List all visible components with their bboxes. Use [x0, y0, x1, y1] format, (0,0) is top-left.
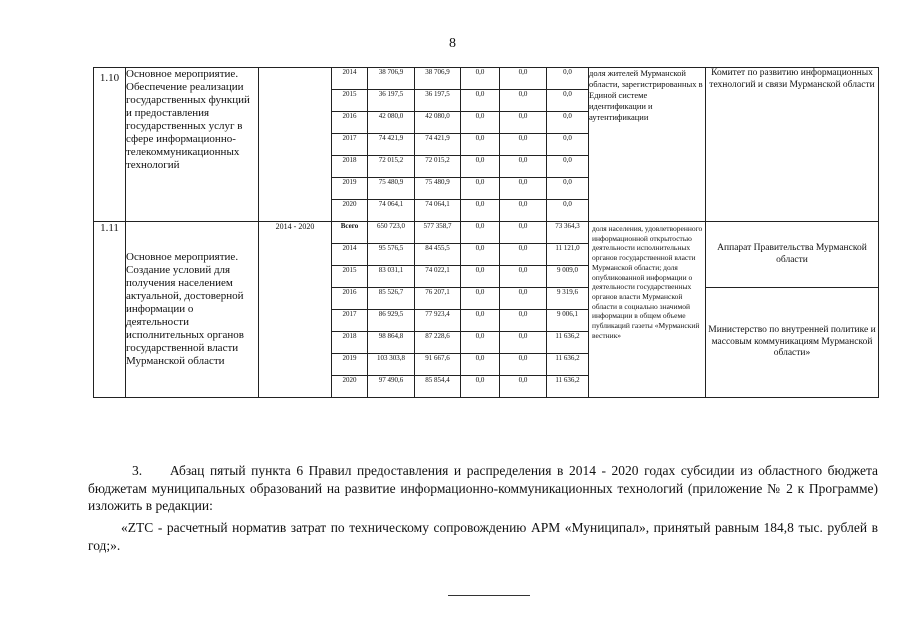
funding-value: 9 319,6: [547, 288, 589, 310]
funding-value: 0,0: [461, 68, 500, 90]
year-cell: 2016: [332, 112, 368, 134]
funding-value: 0,0: [461, 310, 500, 332]
funding-value: 74 421,9: [368, 134, 415, 156]
paragraph-text: Абзац пятый пункта 6 Правил предоставления и распределения в 2014 - 2020 годах субсидии из областного бюджета бюджетам муниципальных образований на развитие информационно-коммуникационных технологий (приложение № 2 к Программе) изложить в редакции:: [88, 463, 879, 513]
quoted-definition-text: «ZTC - расчетный норматив затрат по техническому сопровождению АРМ «Муниципал», принятый равным 184,8 тыс. рублей в год;».: [88, 520, 878, 553]
funding-value: 0,0: [547, 178, 589, 200]
funding-value: 85 854,4: [415, 376, 461, 398]
funding-value: 0,0: [461, 200, 500, 222]
funding-value: 0,0: [500, 354, 547, 376]
year-cell: 2014: [332, 244, 368, 266]
year-cell: 2020: [332, 200, 368, 222]
funding-value: 0,0: [500, 332, 547, 354]
funding-value: 0,0: [461, 332, 500, 354]
funding-value: 91 667,6: [415, 354, 461, 376]
funding-value: 9 009,0: [547, 266, 589, 288]
funding-value: 0,0: [500, 200, 547, 222]
funding-value: 0,0: [461, 354, 500, 376]
funding-value: 87 228,6: [415, 332, 461, 354]
table-row: [94, 68, 879, 90]
funding-value: 42 080,0: [368, 112, 415, 134]
funding-value: 75 480,9: [368, 178, 415, 200]
funding-value: 36 197,5: [415, 90, 461, 112]
funding-value: 72 015,2: [415, 156, 461, 178]
amendment-paragraph: [88, 462, 878, 515]
funding-value: 0,0: [461, 288, 500, 310]
measure-name: Основное мероприятие. Обеспечение реализации государственных функций и предоставления государственных услуг в сфере информационно-телекоммуникационных технологий: [126, 68, 259, 222]
funding-value: 0,0: [500, 112, 547, 134]
funding-value: 38 706,9: [368, 68, 415, 90]
responsible-org: Комитет по развитию информационных технологий и связи Мурманской области: [706, 68, 879, 222]
year-cell: 2015: [332, 266, 368, 288]
funding-value: 0,0: [461, 112, 500, 134]
item-number: 1.11: [94, 222, 126, 398]
implementation-period: 2014 - 2020: [259, 222, 332, 398]
funding-value: 86 929,5: [368, 310, 415, 332]
funding-value: 0,0: [547, 112, 589, 134]
responsible-org: Министерство по внутренней политике и массовым коммуникациям Мурманской области»: [706, 288, 879, 398]
funding-value: 103 303,8: [368, 354, 415, 376]
funding-value: 0,0: [547, 200, 589, 222]
year-cell: 2016: [332, 288, 368, 310]
year-cell: 2018: [332, 332, 368, 354]
year-cell: 2015: [332, 90, 368, 112]
year-cell: 2019: [332, 178, 368, 200]
funding-value: 0,0: [500, 244, 547, 266]
target-indicator: доля жителей Мурманской области, зарегистрированных в Единой системе идентификации и аутентификации: [589, 68, 706, 222]
funding-value: 98 864,8: [368, 332, 415, 354]
funding-value: 74 022,1: [415, 266, 461, 288]
funding-value: 85 526,7: [368, 288, 415, 310]
funding-value: 650 723,0: [368, 222, 415, 244]
funding-value: 0,0: [500, 288, 547, 310]
year-cell: 2019: [332, 354, 368, 376]
funding-value: 72 015,2: [368, 156, 415, 178]
responsible-org: Аппарат Правительства Мурманской области: [706, 222, 879, 288]
funding-value: 0,0: [500, 178, 547, 200]
funding-value: 74 421,9: [415, 134, 461, 156]
funding-value: 0,0: [461, 178, 500, 200]
funding-value: 11 121,0: [547, 244, 589, 266]
program-table: [93, 67, 879, 398]
quoted-definition: [88, 519, 878, 554]
funding-value: 0,0: [500, 376, 547, 398]
funding-value: 11 636,2: [547, 332, 589, 354]
funding-value: 0,0: [461, 222, 500, 244]
funding-value: 0,0: [500, 310, 547, 332]
funding-value: 95 576,5: [368, 244, 415, 266]
funding-value: 577 358,7: [415, 222, 461, 244]
target-indicator: доля населения, удовлетворенного информационной открытостью деятельности исполнительных органов государственной власти Мурманской области; доля опубликованной информации о деятельности государственных органов власти Мурманской области в социально значимой информации в общем объеме публикаций газеты «Мурманский вестник»: [589, 222, 706, 398]
year-cell: 2014: [332, 68, 368, 90]
funding-value: 0,0: [500, 222, 547, 244]
funding-value: 84 455,5: [415, 244, 461, 266]
funding-value: 11 636,2: [547, 376, 589, 398]
year-cell: 2018: [332, 156, 368, 178]
funding-value: 11 636,2: [547, 354, 589, 376]
funding-value: 75 480,9: [415, 178, 461, 200]
funding-value: 0,0: [547, 134, 589, 156]
funding-value: 76 207,1: [415, 288, 461, 310]
funding-value: 74 064,1: [368, 200, 415, 222]
funding-value: 0,0: [547, 90, 589, 112]
funding-value: 77 923,4: [415, 310, 461, 332]
funding-value: 83 031,1: [368, 266, 415, 288]
year-cell: Всего: [332, 222, 368, 244]
item-number: 1.10: [94, 68, 126, 222]
funding-value: 0,0: [461, 244, 500, 266]
funding-value: 38 706,9: [415, 68, 461, 90]
funding-value: 0,0: [547, 156, 589, 178]
implementation-period: [259, 68, 332, 222]
funding-value: 73 364,3: [547, 222, 589, 244]
page-number: 8: [449, 36, 456, 51]
funding-value: 0,0: [461, 376, 500, 398]
funding-value: 0,0: [461, 90, 500, 112]
funding-value: 0,0: [461, 266, 500, 288]
year-cell: 2017: [332, 310, 368, 332]
funding-value: 74 064,1: [415, 200, 461, 222]
year-cell: 2017: [332, 134, 368, 156]
funding-value: 9 006,1: [547, 310, 589, 332]
end-separator-line: [448, 595, 530, 596]
funding-value: 0,0: [461, 156, 500, 178]
year-cell: 2020: [332, 376, 368, 398]
funding-value: 0,0: [500, 266, 547, 288]
funding-value: 42 080,0: [415, 112, 461, 134]
table-row: [94, 222, 879, 244]
program-table-body: [94, 68, 879, 398]
funding-value: 36 197,5: [368, 90, 415, 112]
funding-value: 0,0: [500, 156, 547, 178]
paragraph-number: 3.: [132, 463, 143, 478]
funding-value: 0,0: [500, 68, 547, 90]
funding-value: 0,0: [547, 68, 589, 90]
funding-value: 0,0: [500, 134, 547, 156]
funding-value: 0,0: [500, 90, 547, 112]
funding-value: 0,0: [461, 134, 500, 156]
measure-name: Основное мероприятие. Создание условий для получения населением актуальной, достоверной информации о деятельности исполнительных органов государственной власти Мурманской области: [126, 222, 259, 398]
funding-value: 97 490,6: [368, 376, 415, 398]
